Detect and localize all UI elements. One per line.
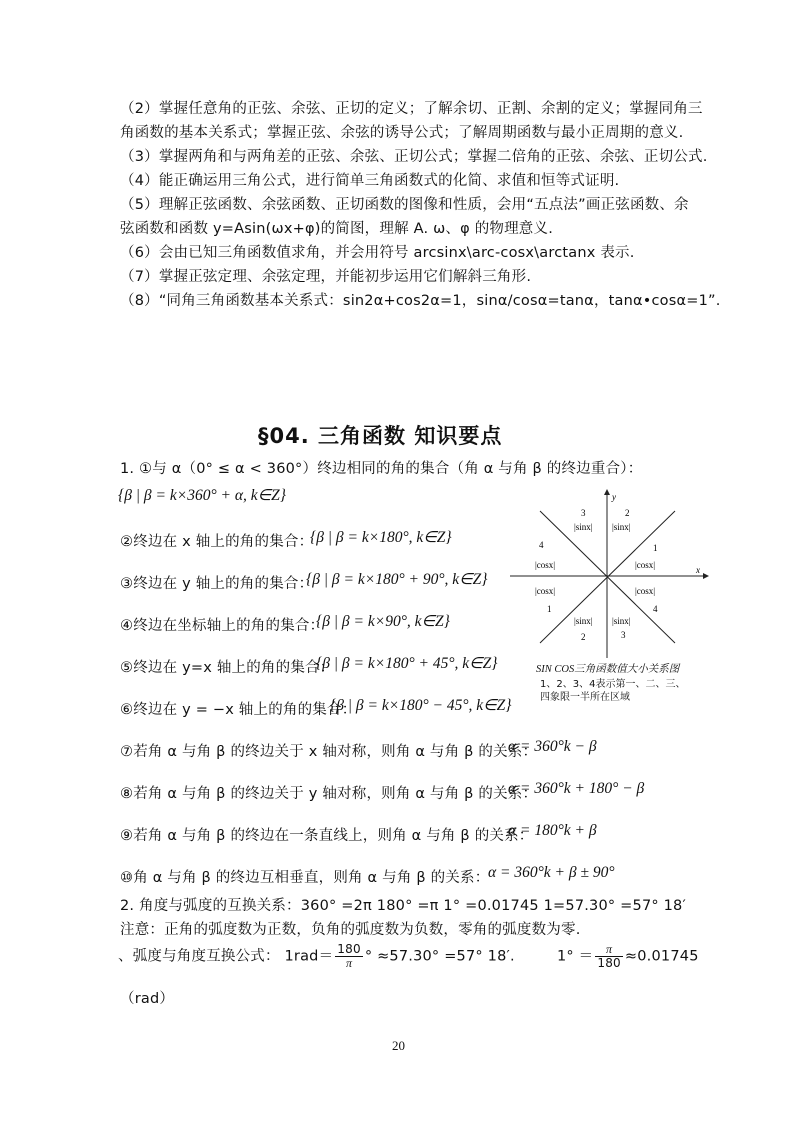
item-6-formula: {β | β = k×180° − 45°, k∈Z} [330,697,512,714]
conversion-formula-start: 、弧度与角度互换公式： 1rad＝ [118,948,334,965]
item-5-text: ⑤终边在 y=x 轴上的角的集合： [120,660,335,676]
region-label: |cosx| [535,586,556,596]
conversion-formula-row-2 [557,943,699,970]
conversion-line: 2. 角度与弧度的互换关系：360° =2π 180° =π 1° =0.01745 1=57.30° =57° 18′ [120,898,686,914]
region-label: |cosx| [635,586,656,596]
objective-line: 角函数的基本关系式；掌握正弦、余弦的诱导公式；了解周期函数与最小正周期的意义. [120,125,684,141]
item-1-formula: {β | β = k×360° + α, k∈Z} [118,487,286,504]
item-10-text: ⑩角 α 与角 β 的终边互相垂直，则角 α 与角 β 的关系： [120,870,490,886]
objective-line: （8）“同角三角函数基本关系式：sin2α+cos2α=1，sinα/cosα=tanα，tanα•cosα=1”. [120,293,721,309]
conversion-formula-end: ≈0.01745 [624,948,699,965]
objective-line: 弦函数和函数 y=Asin(ωx+φ)的简图，理解 A. ω、φ 的物理意义. [120,221,553,237]
region-label: |cosx| [635,560,656,570]
section-title: §04. 三角函数 知识要点 [258,424,503,448]
fraction-pi-over-180: $\frac{\pi}{180}$ [597,942,621,970]
item-8-formula: α = 360°k + 180° − β [508,780,645,797]
region-label: |cosx| [535,560,556,570]
region-label: |sinx| [574,616,593,626]
item-3-formula: {β | β = k×180° + 90°, k∈Z} [306,571,488,588]
item-1-text: 1. ①与 α（0° ≤ α < 360°）终边相同的角的集合（角 α 与角 β 的终边重合）： [120,461,643,477]
region-label: 2 [581,632,586,642]
item-4-text: ④终边在坐标轴上的角的集合： [120,618,325,634]
item-6-text: ⑥终边在 y = −x 轴上的角的集合： [120,702,357,718]
item-5-formula: {β | β = k×180° + 45°, k∈Z} [316,655,498,672]
region-label: 1 [653,543,658,553]
conversion-formula-row [118,943,515,970]
region-label: |sinx| [612,522,631,532]
item-3-text: ③终边在 y 轴上的角的集合： [120,576,314,592]
conversion-formula-degree: 1° ＝ [557,948,594,965]
item-4-formula: {β | β = k×90°, k∈Z} [316,613,450,630]
item-8-text: ⑧若角 α 与角 β 的终边关于 y 轴对称，则角 α 与角 β 的关系： [120,786,538,802]
region-label: 1 [547,604,552,614]
objective-line: （5）理解正弦函数、余弦函数、正切函数的图像和性质，会用“五点法”画正弦函数、余 [120,197,689,213]
objective-line: （4）能正确运用三角公式，进行简单三角函数式的化简、求值和恒等式证明. [120,173,620,189]
region-label: 3 [621,630,626,640]
region-label: |sinx| [574,522,593,532]
item-10-formula: α = 360°k + β ± 90° [488,864,615,881]
conversion-unit: （rad） [120,991,175,1007]
item-7-text: ⑦若角 α 与角 β 的终边关于 x 轴对称，则角 α 与角 β 的关系： [120,744,538,760]
item-7-formula: α = 360°k − β [508,738,597,755]
region-label: 4 [539,540,544,550]
item-2-formula: {β | β = k×180°, k∈Z} [310,529,452,546]
sin-cos-comparison-diagram [505,488,710,663]
item-9-formula: α = 180°k + β [508,822,597,839]
y-axis-arrow-icon [604,489,610,495]
region-label: 4 [653,604,658,614]
diagram-note: 四象限一半所在区域 [540,692,630,703]
conversion-formula-mid: ° ≈57.30° =57° 18′. [364,948,515,965]
objective-line: （6）会由已知三角函数值求角，并会用符号 arcsinx\arc-cosx\arctanx 表示. [120,245,635,261]
y-axis-label: y [612,492,616,502]
diagram-caption: SIN COS三角函数值大小关系图 [536,664,680,675]
conversion-note: 注意：正角的弧度数为正数，负角的弧度数为负数，零角的弧度数为零. [120,922,581,938]
x-axis-arrow-icon [703,573,709,579]
region-label: 3 [581,508,586,518]
region-label: |sinx| [612,616,631,626]
diagram-note: 1、2、3、4表示第一、二、三、 [540,679,686,690]
region-label: 2 [625,508,630,518]
objective-line: （2）掌握任意角的正弦、余弦、正切的定义；了解余切、正割、余割的定义；掌握同角三 [120,101,703,117]
objective-line: （3）掌握两角和与两角差的正弦、余弦、正切公式；掌握二倍角的正弦、余弦、正切公式. [120,149,708,165]
fraction-180-over-pi: $\frac{180}{\pi}$ [337,942,361,970]
x-axis-label: x [696,565,700,575]
page-number: 20 [392,1038,405,1053]
objective-line: （7）掌握正弦定理、余弦定理，并能初步运用它们解斜三角形. [120,269,532,285]
item-2-text: ②终边在 x 轴上的角的集合： [120,534,314,550]
item-9-text: ⑨若角 α 与角 β 的终边在一条直线上，则角 α 与角 β 的关系： [120,828,534,844]
